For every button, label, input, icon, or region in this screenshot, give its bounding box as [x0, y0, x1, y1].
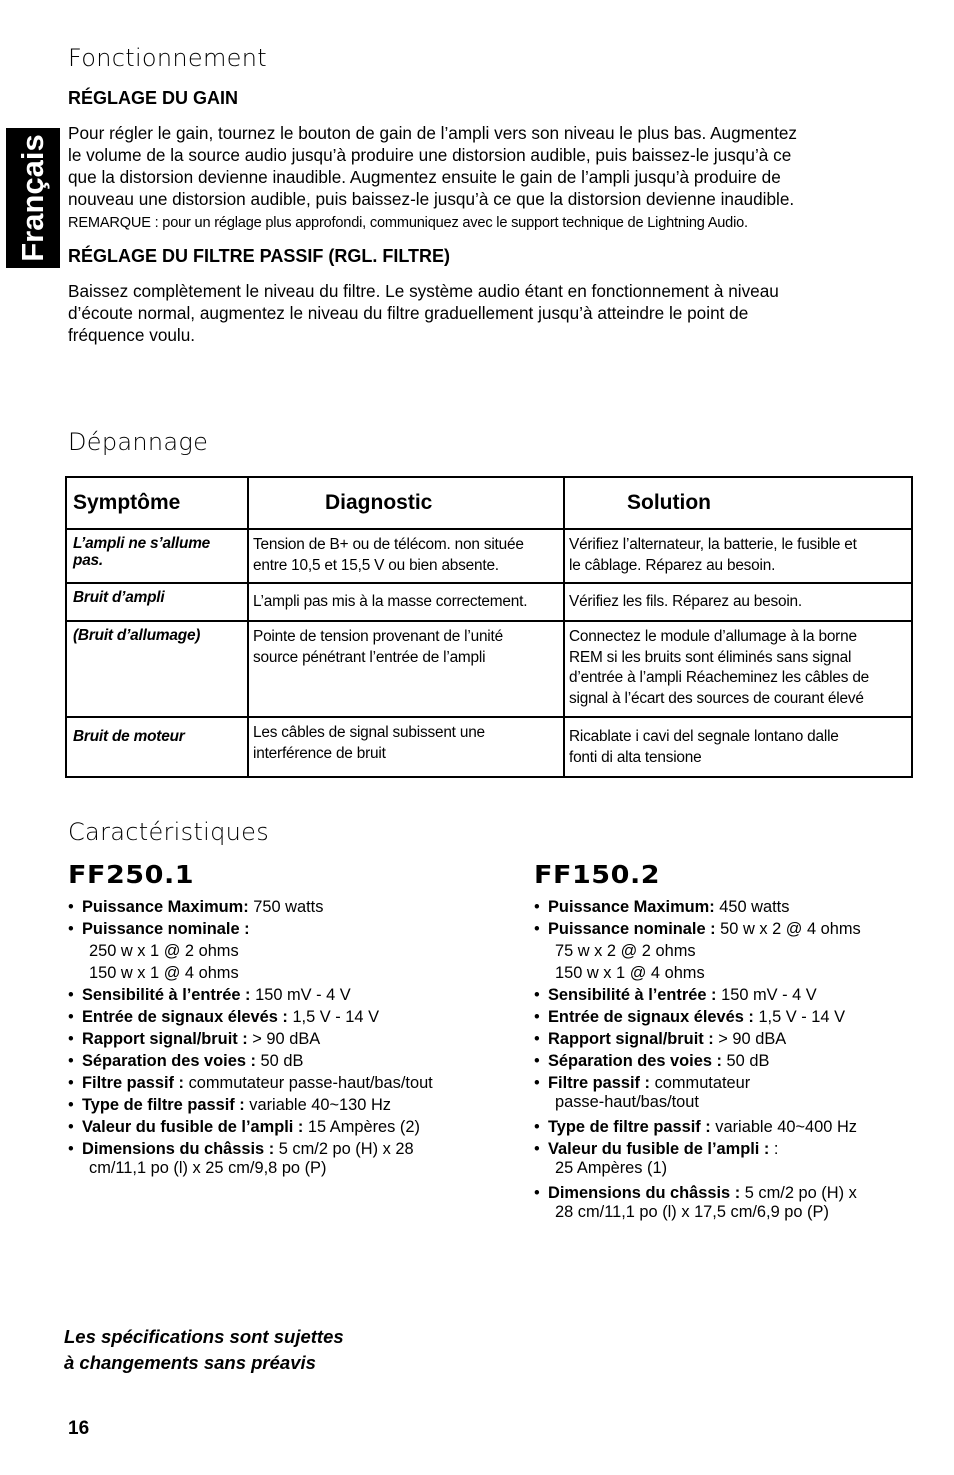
- troubleshooting-title: Dépannage: [68, 428, 209, 456]
- disclaimer: [64, 1324, 344, 1376]
- diagnostic-line: source pénétrant l’entrée de l’ampli: [253, 648, 486, 666]
- spec-list: [534, 896, 914, 1226]
- spec-item: [534, 1116, 914, 1138]
- spec-list: [68, 896, 488, 1182]
- spec-label: Type de filtre passif :: [548, 1118, 711, 1136]
- spec-label: Séparation des voies :: [82, 1052, 256, 1070]
- filter-line: Baissez complètement le niveau du filtre. Le système audio étant en fonctionnement à niveau: [68, 281, 779, 301]
- model-name: FF250.1: [68, 860, 195, 889]
- gain-line: le volume de la source audio jusqu’à produire une distorsion audible, puis baissez-le jusqu’à ce: [68, 145, 792, 165]
- spec-item: [68, 984, 488, 1006]
- spec-sub-item: 150 w x 1 @ 4 ohms: [89, 964, 239, 982]
- spec-label: Valeur du fusible de l’ampli :: [82, 1118, 304, 1136]
- spec-item: [534, 1138, 914, 1176]
- filter-paragraph: [68, 280, 908, 346]
- solution-cell: [564, 529, 912, 583]
- spec-value: 15 Ampères (2): [303, 1118, 420, 1136]
- gain-line: nouveau une distorsion audible, puis baissez-le jusqu’à ce que la distorsion devienne inaudible.: [68, 189, 795, 209]
- spec-value: > 90 dBA: [713, 1030, 787, 1048]
- spec-item: [68, 918, 488, 940]
- solution-line: REM si les bruits sont éliminés sans signal: [569, 648, 852, 666]
- header-diagnostic: Diagnostic: [248, 477, 564, 529]
- spec-item: [68, 1072, 488, 1094]
- spec-label: Rapport signal/bruit :: [548, 1030, 714, 1048]
- spec-label: Puissance nominale :: [548, 920, 716, 938]
- spec-value: > 90 dBA: [247, 1030, 321, 1048]
- solution-line: fonti di alta tensione: [569, 748, 702, 766]
- spec-value: 150 mV - 4 V: [716, 986, 817, 1004]
- spec-label: Puissance Maximum:: [82, 898, 249, 916]
- diagnostic-cell: [248, 529, 564, 583]
- spec-value: 1,5 V - 14 V: [753, 1008, 845, 1026]
- spec-item: [68, 1094, 488, 1116]
- spec-value: 1,5 V - 14 V: [287, 1008, 379, 1026]
- spec-item: [534, 984, 914, 1006]
- spec-value: 5 cm/2 po (H) x: [740, 1184, 857, 1202]
- gain-paragraph: [68, 122, 908, 210]
- solution-line: Vérifiez l’alternateur, la batterie, le fusible et: [569, 536, 857, 553]
- symptom-line: pas.: [73, 552, 103, 569]
- troubleshooting-table: [65, 476, 913, 778]
- solution-cell: [564, 621, 912, 717]
- spec-sub-item: 150 w x 1 @ 4 ohms: [555, 964, 705, 982]
- solution-line: Vérifiez les fils. Réparez au besoin.: [569, 593, 802, 611]
- diagnostic-cell: [248, 583, 564, 621]
- spec-item: [68, 1138, 488, 1176]
- spec-value: 50 dB: [255, 1052, 304, 1070]
- gain-line: que la distorsion devienne inaudible. Augmentez ensuite le gain de l’ampli jusqu’à produire de: [68, 167, 781, 187]
- solution-cell: [564, 717, 912, 777]
- spec-value: 450 watts: [714, 898, 790, 916]
- symptom-line: L’ampli ne s’allume: [73, 535, 211, 552]
- spec-item: [534, 1006, 914, 1028]
- table-row: [66, 717, 912, 777]
- spec-label: Filtre passif :: [82, 1074, 185, 1092]
- spec-value: 5 cm/2 po (H) x 28: [274, 1140, 414, 1158]
- spec-item: [68, 1116, 488, 1138]
- filter-line: fréquence voulu.: [68, 325, 196, 345]
- diagnostic-cell: [248, 717, 564, 777]
- page-number: 16: [68, 1418, 90, 1439]
- solution-line: d’entrée à l’ampli Réacheminez les câbles de: [569, 669, 870, 686]
- header-symptom: Symptôme: [66, 477, 248, 529]
- symptom-cell: [66, 529, 248, 583]
- disclaimer-line: à changements sans préavis: [64, 1352, 316, 1373]
- spec-item: [534, 1072, 914, 1110]
- spec-item: [534, 896, 914, 918]
- diagnostic-cell: [248, 621, 564, 717]
- spec-value: 50 dB: [721, 1052, 770, 1070]
- filter-heading: RÉGLAGE DU FILTRE PASSIF (RGL. FILTRE): [68, 246, 450, 266]
- spec-label: Dimensions du châssis :: [548, 1184, 741, 1202]
- spec-label: Dimensions du châssis :: [82, 1140, 275, 1158]
- spec-item: [68, 1050, 488, 1072]
- diagnostic-line: Tension de B+ ou de télécom. non située: [253, 536, 524, 553]
- model-name: FF150.2: [534, 860, 661, 889]
- spec-value-continued: cm/11,1 po (l) x 25 cm/9,8 po (P): [89, 1159, 327, 1177]
- spec-label: Entrée de signaux élevés :: [82, 1008, 288, 1026]
- spec-label: Sensibilité à l’entrée :: [548, 986, 717, 1004]
- diagnostic-line: Pointe de tension provenant de l’unité: [253, 628, 503, 645]
- spec-value: 750 watts: [248, 898, 324, 916]
- spec-sub-item: 75 w x 2 @ 2 ohms: [555, 942, 696, 960]
- solution-line: signal à l’écart des sources de courant élevé: [569, 689, 864, 707]
- spec-item: [534, 918, 914, 940]
- symptom-line: Bruit de moteur: [73, 728, 185, 745]
- spec-value: 50 w x 2 @ 4 ohms: [715, 920, 861, 938]
- language-tab: [6, 128, 60, 268]
- spec-item: [68, 1006, 488, 1028]
- spec-label: Entrée de signaux élevés :: [548, 1008, 754, 1026]
- gain-line: Pour régler le gain, tournez le bouton de gain de l’ampli vers son niveau le plus bas. Augmentez: [68, 123, 798, 143]
- table-row: [66, 621, 912, 717]
- table-header-row: [66, 477, 912, 529]
- spec-label: Sensibilité à l’entrée :: [82, 986, 251, 1004]
- spec-label: Rapport signal/bruit :: [82, 1030, 248, 1048]
- table-row: [66, 583, 912, 621]
- spec-item: [68, 896, 488, 918]
- spec-item: [68, 1028, 488, 1050]
- solution-line: le câblage. Réparez au besoin.: [569, 556, 776, 574]
- specs-title: Caractéristiques: [68, 818, 270, 846]
- spec-value-continued: 25 Ampères (1): [555, 1159, 668, 1177]
- spec-value: commutateur passe-haut/bas/tout: [184, 1074, 433, 1092]
- spec-label: Puissance Maximum:: [548, 898, 715, 916]
- spec-value: variable 40~130 Hz: [244, 1096, 391, 1114]
- spec-value-continued: 28 cm/11,1 po (l) x 17,5 cm/6,9 po (P): [555, 1203, 829, 1221]
- operation-title: Fonctionnement: [68, 44, 267, 72]
- solution-cell: [564, 583, 912, 621]
- spec-value-continued: passe-haut/bas/tout: [555, 1093, 699, 1111]
- symptom-cell: [66, 621, 248, 717]
- gain-note: REMARQUE : pour un réglage plus approfondi, communiquez avec le support technique de Lightning Audio.: [68, 215, 748, 231]
- symptom-line: (Bruit d’allumage): [73, 627, 201, 644]
- spec-label: Séparation des voies :: [548, 1052, 722, 1070]
- spec-value: :: [769, 1140, 779, 1158]
- gain-heading: RÉGLAGE DU GAIN: [68, 88, 239, 108]
- spec-value: commutateur: [650, 1074, 751, 1092]
- symptom-line: Bruit d’ampli: [73, 589, 165, 606]
- spec-value: 150 mV - 4 V: [250, 986, 351, 1004]
- diagnostic-line: L’ampli pas mis à la masse correctement.: [253, 593, 528, 611]
- solution-line: Ricablate i cavi del segnale lontano dalle: [569, 728, 839, 745]
- disclaimer-line: Les spécifications sont sujettes: [64, 1326, 344, 1347]
- diagnostic-line: interférence de bruit: [253, 744, 386, 762]
- spec-item: [534, 1050, 914, 1072]
- symptom-cell: [66, 583, 248, 621]
- spec-label: Puissance nominale :: [82, 920, 250, 938]
- spec-label: Valeur du fusible de l’ampli :: [548, 1140, 770, 1158]
- spec-item: [534, 1182, 914, 1220]
- solution-line: Connectez le module d’allumage à la borne: [569, 628, 857, 645]
- header-solution: Solution: [564, 477, 912, 529]
- spec-value: variable 40~400 Hz: [710, 1118, 857, 1136]
- spec-item: [534, 1028, 914, 1050]
- spec-sub-item: 250 w x 1 @ 2 ohms: [89, 942, 239, 960]
- diagnostic-line: entre 10,5 et 15,5 V ou bien absente.: [253, 556, 499, 574]
- table-row: [66, 529, 912, 583]
- filter-line: d’écoute normal, augmentez le niveau du filtre graduellement jusqu’à atteindre le point de: [68, 303, 749, 323]
- diagnostic-line: Les câbles de signal subissent une: [253, 724, 485, 741]
- language-tab-label: Français: [15, 134, 50, 262]
- symptom-cell: [66, 717, 248, 777]
- spec-label: Type de filtre passif :: [82, 1096, 245, 1114]
- spec-label: Filtre passif :: [548, 1074, 651, 1092]
